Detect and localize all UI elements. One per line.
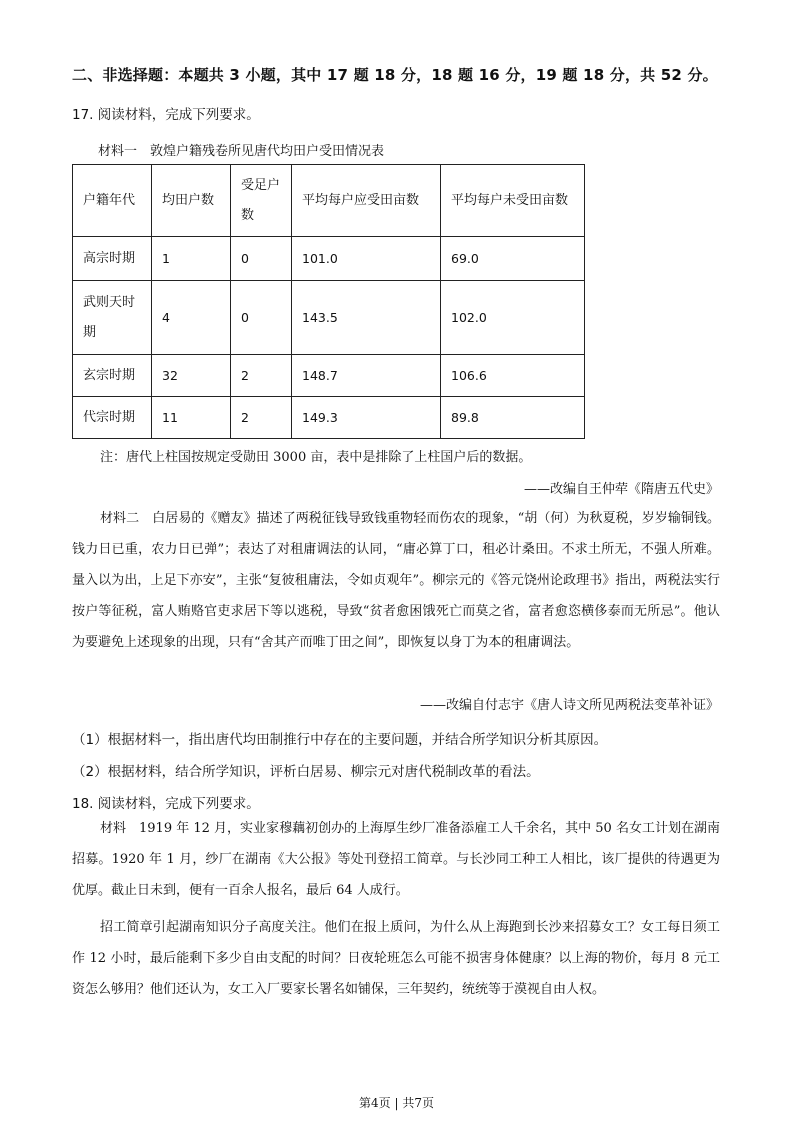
table-note: 注：唐代上柱国按规定受勋田 3000 亩，表中是排除了上柱国户后的数据。 <box>100 450 532 465</box>
table-row <box>73 237 585 281</box>
question-18-paragraph-1: 材料 1919 年 12 月，实业家穆藕初创办的上海厚生纱厂准备添雇工人千余名，其中 50 名女工计划在湖南招募。1920 年 1 月，纱厂在湖南《大公报》等处刊登招工简章。与长沙同工种工人相比，该厂提供的待遇更为优厚。截止日未到，便有一百余人报名，最后 64 人成行。 <box>72 821 720 898</box>
table-cell: 0 <box>231 237 292 281</box>
table-cell: 2 <box>231 355 292 397</box>
table-row <box>73 281 585 355</box>
table-cell: 102.0 <box>441 281 585 355</box>
table-cell: 高宗时期 <box>73 237 152 281</box>
table-cell: 148.7 <box>292 355 441 397</box>
table-cell: 1 <box>152 237 231 281</box>
source-citation-2: ——改编自付志宇《唐人诗文所见两税法变革补证》 <box>419 698 719 713</box>
table-cell: 2 <box>231 397 292 439</box>
table-cell: 11 <box>152 397 231 439</box>
header-cell: 均田户数 <box>152 165 231 237</box>
table-cell: 32 <box>152 355 231 397</box>
table-cell: 玄宗时期 <box>73 355 152 397</box>
header-cell: 平均每户未受田亩数 <box>441 165 585 237</box>
table-cell: 101.0 <box>292 237 441 281</box>
material-2-text: 白居易的《赠友》描述了两税征钱导致钱重物轻而伤农的现象，“胡（何）为秋夏税，岁岁输铜钱。钱力日已重，农力日已弹”；表达了对租庸调法的认同，“庸必算丁口，租必计桑田。不求土所无，不强人所难。量入以为出，上足下亦安”，主张“复彼租庸法，令如贞观年”。柳宗元的《答元饶州论政理书》指出，两税法实行按户等征税，富人贿赂官吏求居下等以逃税，导致“贫者愈困饿死亡而莫之省，富者愈恣横侈泰而无所忌”。他认为要避免上述现象的出现，只有“舍其产而唯丁田之间”，即恢复以身丁为本的租庸调法。 <box>72 511 720 650</box>
question-17-part-1: （1）根据材料一，指出唐代均田制推行中存在的主要问题，并结合所学知识分析其原因。 <box>72 732 608 748</box>
question-17-title: 17. 阅读材料，完成下列要求。 <box>72 107 260 123</box>
land-allocation-table <box>72 164 585 439</box>
header-cell: 受足户数 <box>231 165 292 237</box>
material-2-label: 材料二 <box>100 511 140 526</box>
material-1-title: 材料一 敦煌户籍残卷所见唐代均田户受田情况表 <box>98 144 385 159</box>
table-cell: 0 <box>231 281 292 355</box>
source-citation-1: ——改编自王仲荦《隋唐五代史》 <box>523 482 719 497</box>
page-footer: 第4页 | 共7页 <box>359 1096 434 1110</box>
table-cell: 69.0 <box>441 237 585 281</box>
table-row <box>73 397 585 439</box>
table-cell: 4 <box>152 281 231 355</box>
table-cell: 代宗时期 <box>73 397 152 439</box>
question-18-title: 18. 阅读材料，完成下列要求。 <box>72 796 260 812</box>
table-cell: 89.8 <box>441 397 585 439</box>
question-18-paragraph-2: 招工简章引起湖南知识分子高度关注。他们在报上质问，为什么从上海跑到长沙来招募女工？女工每日须工作 12 小时，最后能剩下多少自由支配的时间？日夜轮班怎么可能不损害身体健康？以上海的物价，每月 8 元工资怎么够用？他们还认为，女工入厂要家长署名如铺保，三年契约，统统等于漠视自由人权。 <box>72 920 720 997</box>
table-row <box>73 355 585 397</box>
question-17-part-2: （2）根据材料，结合所学知识，评析白居易、柳宗元对唐代税制改革的看法。 <box>72 764 540 780</box>
header-cell: 户籍年代 <box>73 165 152 237</box>
material-2-paragraph <box>72 503 720 658</box>
table-header-row <box>73 165 585 237</box>
table-cell: 149.3 <box>292 397 441 439</box>
table-cell: 143.5 <box>292 281 441 355</box>
section-header: 二、非选择题：本题共 3 小题，其中 17 题 18 分，18 题 16 分，19 题 18 分，共 52 分。 <box>72 66 718 84</box>
table-cell: 106.6 <box>441 355 585 397</box>
header-cell: 平均每户应受田亩数 <box>292 165 441 237</box>
table-cell: 武则天时期 <box>73 281 152 355</box>
